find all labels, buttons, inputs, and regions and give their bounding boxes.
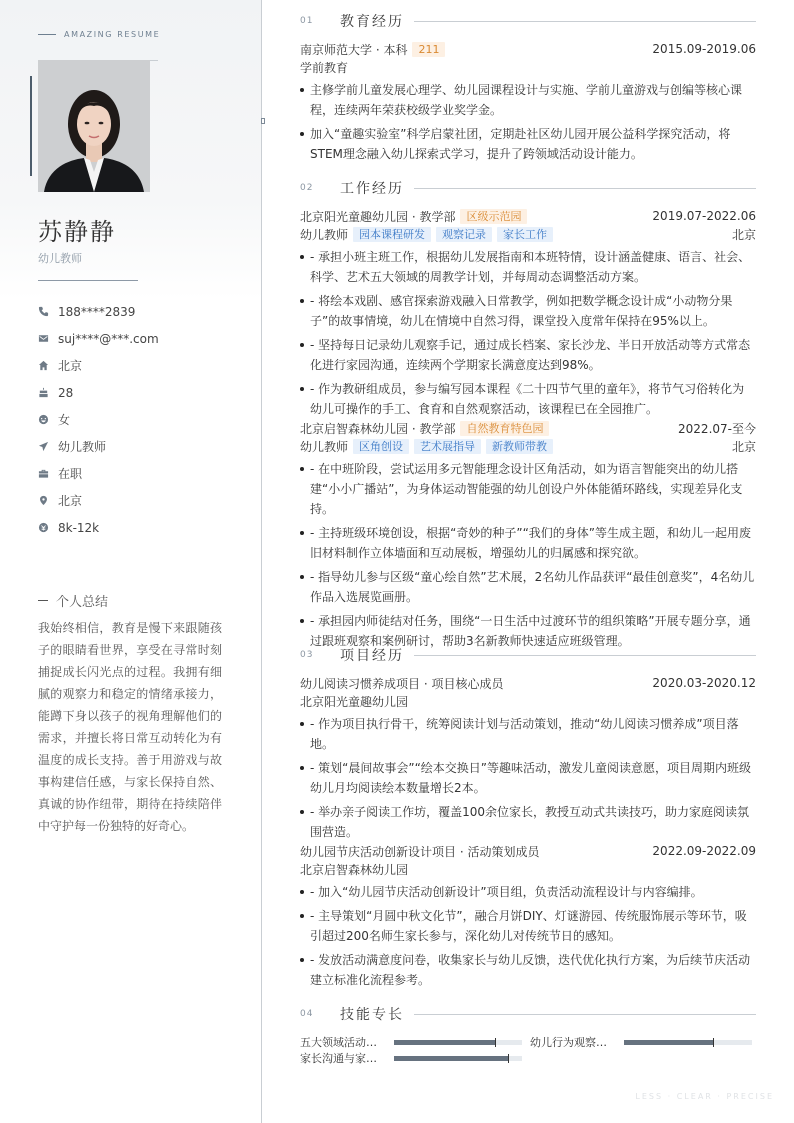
work-header (300, 419, 756, 437)
section-heading-projects (300, 645, 756, 665)
section-title: 项目经历 (340, 648, 404, 664)
project-bullets (300, 714, 756, 842)
section-rule (414, 188, 756, 189)
name-divider (38, 280, 138, 281)
home-icon (38, 360, 49, 371)
portrait-image (38, 60, 150, 192)
list-item: 主修学前儿童发展心理学、幼儿园课程设计与实施、学前儿童游戏与创编等核心课程，连续两年荣获校级学业奖学金。 (300, 80, 756, 120)
school-name: 南京师范大学 · 本科 (300, 42, 408, 57)
sidebar (0, 0, 262, 1123)
list-item: - 将绘本戏剧、感官探索游戏融入日常教学，例如把数学概念设计成“小动物分果子”的故事情境，幼儿在情境中自然习得，课堂投入度常年保持在95%以上。 (300, 291, 756, 331)
skill-tag: 艺术展指导 (414, 439, 481, 454)
section-title: 教育经历 (340, 14, 404, 30)
education-header (300, 40, 756, 58)
project-name: 幼儿园节庆活动创新设计项目 · 活动策划成员 (300, 844, 540, 859)
skill-bar-fill (624, 1040, 714, 1045)
project-org-row (300, 692, 756, 710)
cake-icon (38, 387, 49, 398)
work-org: 北京启智森林幼儿园 · 教学部 (300, 421, 456, 436)
work-city: 北京 (731, 439, 756, 454)
list-item: - 作为教研组成员，参与编写园本课程《二十四节气里的童年》，将节气习俗转化为幼儿可操作的手工、食育和自然观察活动，该课程已在全园推广。 (300, 379, 756, 419)
divider-marker (261, 118, 265, 124)
skill-bar (624, 1040, 752, 1045)
location-icon (38, 495, 49, 506)
section-heading-education (300, 11, 756, 31)
profile-name: 苏静静 (38, 218, 116, 246)
school-tag: 211 (412, 42, 445, 57)
work-role: 幼儿教师 (300, 439, 349, 454)
send-icon (38, 441, 49, 452)
education-major-row (300, 58, 756, 76)
contact-residence (38, 352, 248, 379)
phone-icon (38, 306, 49, 317)
project-date: 2020.03-2020.12 (652, 676, 756, 690)
project-org: 北京阳光童趣幼儿园 (300, 694, 409, 709)
work-entry (300, 419, 756, 651)
skill-bar-fill (394, 1040, 496, 1045)
education-bullets (300, 80, 756, 164)
contact-age (38, 379, 248, 406)
project-entry (300, 842, 756, 990)
contact-text: 北京 (58, 359, 83, 373)
work-bullets (300, 459, 756, 651)
contact-text: 女 (58, 413, 71, 427)
skill-tag: 家长工作 (497, 227, 553, 242)
summary-text: 我始终相信，教育是慢下来跟随孩子的眼睛看世界，享受在寻常时刻捕捉成长闪光点的过程。我拥有细腻的观察力和稳定的情绪承接力，能蹲下身以孩子的视角理解他们的需求，并擅长将日常互动转化为有温度的成长支持。善于用游戏与故事构建信任感，与家长保持自然、真诚的协作纽带，期待在持续陪伴中守护每一份独特的好奇心。 (38, 621, 222, 833)
skill-tag: 园本课程研发 (353, 227, 431, 242)
contact-text: 28 (58, 385, 74, 400)
contact-status (38, 460, 248, 487)
section-rule (414, 655, 756, 656)
skill-bar-fill (394, 1056, 509, 1061)
work-header (300, 207, 756, 225)
work-city: 北京 (731, 227, 756, 242)
list-item: - 主导策划“月圆中秋文化节”，融合月饼DIY、灯谜游园、传统服饰展示等环节，吸引超过200名师生家长参与，深化幼儿对传统节日的感知。 (300, 906, 756, 946)
work-date: 2019.07-2022.06 (652, 209, 756, 223)
section-heading-skills (300, 1004, 756, 1024)
section-title: 技能专长 (340, 1007, 404, 1023)
list-item: - 在中班阶段，尝试运用多元智能理念设计区角活动，如为语言智能突出的幼儿搭建“小小广播站”，为身体运动智能强的幼儿创设户外体能循环路线，实现差异化支持。 (300, 459, 756, 519)
skill-item (300, 1050, 522, 1066)
list-item: - 发放活动满意度问卷，收集家长与幼儿反馈，迭代优化执行方案，为后续节庆活动建立标准化流程参考。 (300, 950, 756, 990)
skill-bar (394, 1056, 522, 1061)
list-item: - 承担小班主班工作，根据幼儿发展指南和本班特情，设计涵盖健康、语言、社会、科学、艺术五大领域的周教学计划，并每周动态调整活动方案。 (300, 247, 756, 287)
skill-tag: 新教师带教 (486, 439, 553, 454)
project-date: 2022.09-2022.09 (652, 844, 756, 858)
project-org-row (300, 860, 756, 878)
work-bullets (300, 247, 756, 419)
contact-text: suj****@***.com (58, 331, 159, 346)
education-major: 学前教育 (300, 60, 349, 75)
list-item: - 举办亲子阅读工作坊，覆盖100余位家长，教授互动式共读技巧，助力家庭阅读氛围营造。 (300, 802, 756, 842)
contact-text: 北京 (58, 494, 83, 508)
mail-icon (38, 333, 49, 344)
profile-title: 幼儿教师 (38, 252, 82, 265)
contact-text: 幼儿教师 (58, 440, 107, 454)
skill-bar (394, 1040, 522, 1045)
work-org: 北京阳光童趣幼儿园 · 教学部 (300, 209, 456, 224)
profile-photo (38, 60, 150, 192)
work-entry (300, 207, 756, 419)
skill-name: 幼儿行为观察… (530, 1036, 607, 1049)
contact-gender (38, 406, 248, 433)
work-role-row (300, 225, 756, 243)
section-number: 03 (300, 650, 314, 660)
contact-text: 8k-12k (58, 520, 100, 535)
footer-tagline: LESS · CLEAR · PRECISE (635, 1092, 774, 1101)
skill-item (300, 1034, 522, 1050)
skill-name: 五大领域活动… (300, 1036, 377, 1049)
list-item: - 坚持每日记录幼儿观察手记，通过成长档案、家长沙龙、半日开放活动等方式常态化进行家园沟通，连续两个学期家长满意度达到98%。 (300, 335, 756, 375)
section-number: 02 (300, 183, 314, 193)
section-title: 工作经历 (340, 181, 404, 197)
list-item: - 指导幼儿参与区级“童心绘自然”艺术展，2名幼儿作品获评“最佳创意奖”，4名幼儿作品入选展览画册。 (300, 567, 756, 607)
work-date: 2022.07-至今 (678, 421, 756, 436)
list-item: - 加入“幼儿园节庆活动创新设计”项目组，负责活动流程设计与内容编排。 (300, 882, 756, 902)
contact-target-city (38, 487, 248, 514)
summary-heading: 个人总结 (38, 591, 108, 610)
contact-text: 在职 (58, 467, 83, 481)
brand-label: AMAZING RESUME (38, 30, 160, 39)
contact-text: 188****2839 (58, 304, 136, 319)
salary-icon (38, 522, 49, 533)
org-tag: 自然教育特色园 (460, 421, 549, 436)
project-header (300, 842, 756, 860)
list-item: - 策划“晨间故事会”“绘本交换日”等趣味活动，激发儿童阅读意愿，项目周期内班级幼儿月均阅读绘本数量增长2本。 (300, 758, 756, 798)
skill-tag: 观察记录 (436, 227, 492, 242)
face-icon (38, 414, 49, 425)
briefcase-icon (38, 468, 49, 479)
list-item: - 承担园内师徒结对任务，围绕“一日生活中过渡环节的组织策略”开展专题分享，通过跟班观察和案例研讨，帮助3名新教师快速适应班级管理。 (300, 611, 756, 651)
project-org: 北京启智森林幼儿园 (300, 862, 409, 877)
section-rule (414, 21, 756, 22)
skill-tag: 区角创设 (353, 439, 409, 454)
work-role: 幼儿教师 (300, 227, 349, 242)
project-bullets (300, 882, 756, 990)
contact-phone (38, 298, 248, 325)
skill-name: 家长沟通与家… (300, 1052, 377, 1065)
section-number: 04 (300, 1009, 314, 1019)
section-rule (414, 1014, 756, 1015)
contact-salary (38, 514, 248, 541)
avatar (38, 60, 150, 192)
photo-accent-bar (30, 76, 32, 176)
list-item: - 主持班级环境创设，根据“奇妙的种子”“我们的身体”等生成主题，和幼儿一起用废旧材料制作立体墙面和互动展板，增强幼儿的归属感和探究欲。 (300, 523, 756, 563)
education-date: 2015.09-2019.06 (652, 42, 756, 56)
org-tag: 区级示范园 (460, 209, 527, 224)
contact-target-position (38, 433, 248, 460)
project-name: 幼儿阅读习惯养成项目 · 项目核心成员 (300, 676, 504, 691)
list-item: 加入“童趣实验室”科学启蒙社团，定期赴社区幼儿园开展公益科学探究活动，将STEM理念融入幼儿探索式学习，提升了跨领域活动设计能力。 (300, 124, 756, 164)
contact-email (38, 325, 248, 352)
contact-list (38, 298, 248, 541)
list-item: - 作为项目执行骨干，统筹阅读计划与活动策划，推动“幼儿阅读习惯养成”项目落地。 (300, 714, 756, 754)
section-number: 01 (300, 16, 314, 26)
project-entry (300, 674, 756, 842)
section-heading-work (300, 178, 756, 198)
work-role-row (300, 437, 756, 455)
project-header (300, 674, 756, 692)
skill-item (530, 1034, 752, 1050)
education-entry (300, 40, 756, 164)
